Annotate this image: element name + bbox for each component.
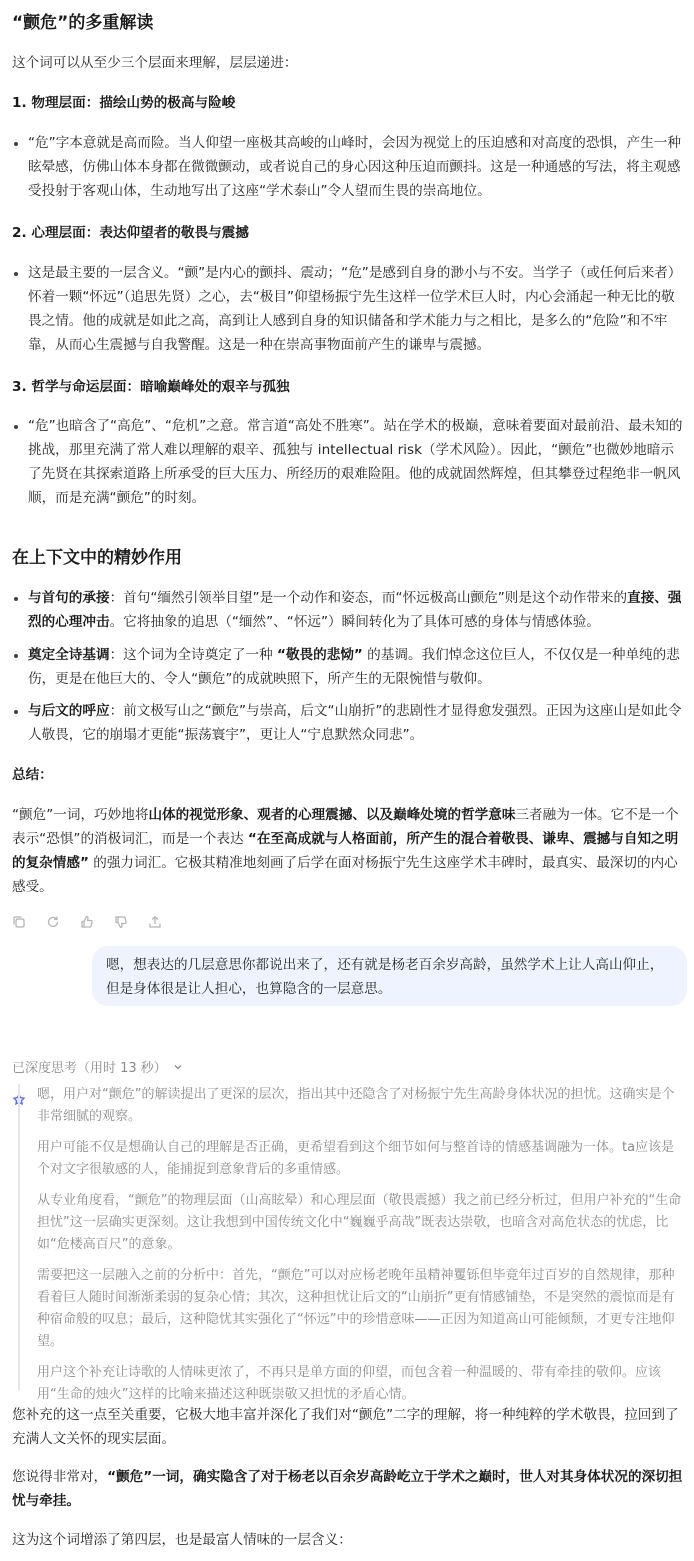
- context-item-text: ：首句“缅然引领举目望”是一个动作和姿态，而“怀远极高山颤危”则是这个动作带来的: [109, 590, 628, 606]
- summary-part: “颤危”一词，巧妙地将: [12, 807, 149, 823]
- context-item-text: 。它将抽象的追思（“缅然”、“怀远”）瞬间转化为了具体可感的身体与情感体验。: [109, 614, 600, 630]
- summary-part: 三者融为一体。它不是一个表示“恐惧”的消极词汇，而是一个表达: [12, 807, 679, 847]
- user-message-bubble: [92, 946, 687, 1006]
- thumbs-down-icon[interactable]: [112, 913, 130, 931]
- chevron-down-icon: [173, 1057, 183, 1081]
- reply-paragraph-1: 您补充的这一点至关重要，它极大地丰富并深化了我们对“颤危”二字的理解，将一种纯粹的学术敬畏，拉回到了充满人文关怀的现实层面。: [12, 1407, 679, 1447]
- regenerate-icon[interactable]: [44, 913, 62, 931]
- thinking-paragraph: 需要把这一层融入之前的分析中：首先，“颤危”可以对应杨老晚年虽精神矍铄但毕竟年过百岁的自然规律，那种看着巨人随时间渐渐柔弱的复杂心情；其次，这种担忧让后文的“山崩折”更有情感铺垫，不是突然的震惊而是有种宿命般的叹息；最后，这种隐忧其实强化了“怀远”中的珍惜意味——正因为知道高山可能倾颓，才更专注地仰望。: [37, 1268, 675, 1349]
- reply-paragraph-3: 这为这个词增添了第四层，也是最富人情味的一层含义：: [12, 1532, 352, 1548]
- context-item-label: 与首句的承接: [28, 590, 110, 606]
- context-item-label: 与后文的呼应: [28, 703, 110, 719]
- context-item-label: 奠定全诗基调: [28, 647, 110, 663]
- section-title-context: 在上下文中的精妙作用: [12, 548, 182, 568]
- share-icon[interactable]: [146, 913, 164, 931]
- thinking-content: [18, 1084, 687, 1402]
- thumbs-up-icon[interactable]: [78, 913, 96, 931]
- summary-emphasis: 山体的视觉形象、观者的心理震撼、以及巅峰处境的哲学意味: [148, 807, 516, 823]
- intro-text: 这个词可以从至少三个层面来理解，层层递进：: [12, 55, 298, 71]
- thinking-paragraph: 用户这个补充让诗歌的人情味更浓了，不再只是单方面的仰望，而包含着一种温暖的、带有牵挂的敬仰。应该用“生命的烛火”这样的比喻来描述这种既崇敬又担忧的矛盾心情。: [37, 1365, 662, 1402]
- context-item-opening: [12, 586, 687, 634]
- reply-emphasis: “颤危”一词，确实隐含了对于杨老以百余岁高龄屹立于学术之巅时，世人对其身体状况的深切担忧与牵挂。: [12, 1469, 683, 1509]
- context-item-emphasis: “敬畏的悲恸”: [277, 647, 363, 663]
- user-message-text: 嗯，想表达的几层意思你都说出来了，还有就是杨老百余岁高龄，虽然学术上让人高山仰止，但是身体很是让人担心，也算隐含的一层意思。: [106, 957, 664, 997]
- context-item-text: ：这个词为全诗奠定了一种: [109, 647, 278, 663]
- context-item-text: 的基调。我们悼念这位巨人，不仅仅是一种单纯的悲伤，更是在他巨大的、令人“颤危”的成就映照下，所产生的无限惋惜与敬仰。: [28, 647, 680, 687]
- thinking-paragraph: 用户可能不仅是想确认自己的理解是否正确，更希望看到这个细节如何与整首诗的情感基调融为一体。ta应该是个对文字很敏感的人，能捕捉到意象背后的多重情感。: [37, 1140, 675, 1177]
- context-item-text: ：前文极写山之“颤危”与崇高，后文“山崩折”的悲剧性才显得愈发强烈。正因为这座山是如此令人敬畏，它的崩塌才更能“振荡寰宇”，更让人“宁息默然众同悲”。: [28, 703, 682, 743]
- layer-heading-philosophical: 3. 哲学与命运层面：暗喻巅峰处的艰辛与孤独: [12, 379, 290, 395]
- reply-part: 您说得非常对，: [12, 1469, 108, 1485]
- message-actions: [10, 913, 687, 931]
- context-item-echo: [12, 699, 687, 747]
- layer-body-psychological: 这是最主要的一层含义。“颤”是内心的颤抖、震动；“危”是感到自身的渺小与不安。当学子（或任何后来者）怀着一颗“怀远”（追思先贤）之心，去“极目”仰望杨振宁先生这样一位学术巨人时，内心会涌起一种无比的敬畏之情。他的成就是如此之高，高到让人感到自身的知识储备和学术能力与之相比，是多么的“危险”和不牢靠，从而心生震撼与自我警醒。这是一种在崇高事物面前产生的谦卑与震撼。: [12, 261, 687, 357]
- layer-body-philosophical: “危”也暗含了“高危”、“危机”之意。常言道“高处不胜寒”。站在学术的极巅，意味着要面对最前沿、最未知的挑战，那里充满了常人难以理解的艰辛、孤独与 intellectual risk（学术风险）。因此，“颤危”也微妙地暗示了先贤在其探索道路上所承受的巨大压力、所经历的艰难险阻。他的成就固然辉煌，但其攀登过程绝非一帆风顺，而是充满“颤危”的时刻。: [12, 414, 687, 510]
- thinking-toggle[interactable]: [12, 1057, 687, 1081]
- summary-label: 总结：: [12, 767, 53, 783]
- context-item-tone: [12, 643, 687, 691]
- layer-heading-psychological: 2. 心理层面：表达仰望者的敬畏与震撼: [12, 225, 249, 241]
- section-title-interpretations: “颤危”的多重解读: [12, 13, 154, 33]
- layer-body-physical: “危”字本意就是高而险。当人仰望一座极其高峻的山峰时，会因为视觉上的压迫感和对高度的恐惧，产生一种眩晕感，仿佛山体本身都在微微颤动，或者说自己的身心因这种压迫而颤抖。这是一种通感的写法，将主观感受投射于客观山体，生动地写出了这座“学术泰山”令人望而生畏的崇高地位。: [12, 131, 687, 203]
- reply-paragraph-2: [12, 1465, 687, 1513]
- copy-icon[interactable]: [10, 913, 28, 931]
- layer-heading-physical: 1. 物理层面：描绘山势的极高与险峻: [12, 95, 236, 111]
- thinking-header: 已深度思考（用时 13 秒）: [12, 1061, 167, 1076]
- summary-text: [12, 803, 687, 899]
- context-item-emphasis: 直接、强烈的心理冲击: [28, 590, 682, 630]
- summary-emphasis: “在至高成就与人格面前，所产生的混合着敬畏、谦卑、震撼与自知之明的复杂情感”: [12, 831, 679, 871]
- thinking-paragraph: 从专业角度看，“颤危”的物理层面（山高眩晕）和心理层面（敬畏震撼）我之前已经分析过，但用户补充的“生命担忧”这一层确实更深刻。这让我想到中国传统文化中“巍巍乎高哉”既表达崇敬，也暗含对高危状态的忧虑，比如“危楼高百尺”的意象。: [37, 1193, 682, 1252]
- summary-part: 的强力词汇。它极其精准地刻画了后学在面对杨振宁先生这座学术丰碑时，最真实、最深切的内心感受。: [12, 855, 678, 895]
- thinking-paragraph: 嗯，用户对“颤危”的解读提出了更深的层次，指出其中还隐含了对杨振宁先生高龄身体状况的担忧。这确实是个非常细腻的观察。: [37, 1087, 675, 1124]
